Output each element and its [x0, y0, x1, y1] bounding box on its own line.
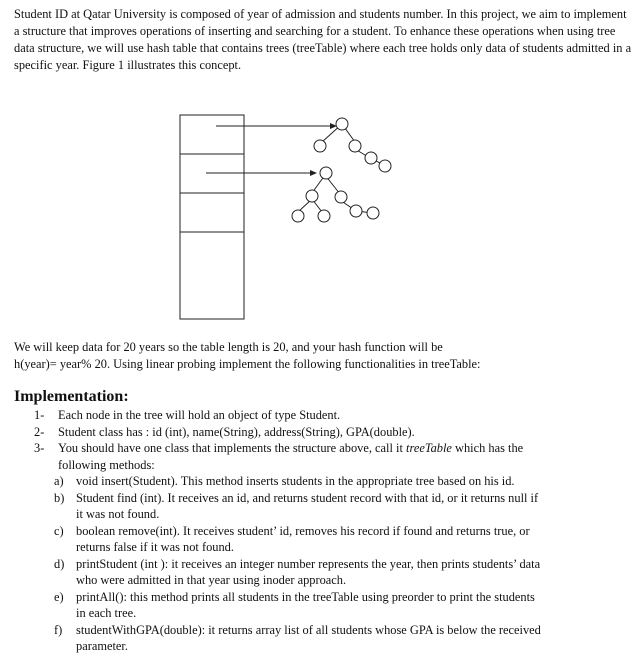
method-item	[54, 622, 634, 655]
list-text-part: which has the	[451, 441, 524, 455]
implementation-heading: Implementation:	[14, 388, 129, 405]
method-line: who were admitted in that year using inoder approach.	[76, 573, 347, 587]
method-letter: c)	[54, 523, 64, 538]
list-text-part: You should have one class that implements the structure above, call it	[58, 441, 407, 455]
tree-node	[335, 191, 347, 203]
tree-node	[349, 140, 361, 152]
tree-node	[292, 210, 304, 222]
method-letter: f)	[54, 622, 63, 637]
hash-table	[180, 115, 244, 319]
method-item	[54, 473, 634, 490]
method-line: parameter.	[76, 639, 128, 653]
list-number: 2-	[34, 424, 45, 439]
list-item	[34, 407, 634, 424]
method-line: boolean remove(int). It receives student’ id, removes his record if found and returns true, or	[76, 523, 530, 538]
method-item	[54, 490, 634, 523]
tree-node	[365, 152, 377, 164]
method-line: studentWithGPA(double): it returns array list of all students whose GPA is below the received	[76, 622, 541, 637]
method-text	[76, 473, 634, 490]
tree-node	[379, 160, 391, 172]
method-line: in each tree.	[76, 606, 137, 620]
hash-table-figure	[170, 110, 400, 325]
method-item	[54, 556, 634, 589]
arrow-head	[310, 170, 317, 176]
method-line: it was not found.	[76, 507, 160, 521]
method-letter: b)	[54, 490, 65, 505]
method-line: returns false if it was not found.	[76, 540, 234, 554]
tree-node	[320, 167, 332, 179]
list-number: 3-	[34, 441, 45, 455]
method-text	[76, 556, 634, 589]
tree-node	[350, 205, 362, 217]
class-name: treeTable	[406, 441, 452, 455]
tree-node	[306, 190, 318, 202]
method-letter: a)	[54, 474, 64, 488]
list-text: Each node in the tree will hold an object of type Student.	[58, 408, 341, 422]
method-line: printAll(): this method prints all students in the treeTable using preorder to print the students	[76, 589, 535, 604]
table-paragraph	[14, 339, 634, 373]
method-item	[54, 523, 634, 556]
tree-node	[318, 210, 330, 222]
method-line: void insert(Student). This method inserts students in the appropriate tree based on his id.	[76, 474, 515, 488]
list-text: Student class has : id (int), name(String), address(String), GPA(double).	[58, 424, 415, 439]
list-text	[58, 440, 634, 473]
method-text	[76, 622, 634, 655]
tree-node	[314, 140, 326, 152]
table-paragraph-line-2: h(year)= year% 20. Using linear probing implement the following functionalities in treeTable:	[14, 357, 481, 371]
method-text	[76, 523, 634, 556]
method-line: Student find (int). It receives an id, and returns student record with that id, or it returns null if	[76, 490, 539, 505]
tree-2	[292, 167, 379, 222]
list-number: 1-	[34, 408, 45, 422]
method-letter: e)	[54, 589, 64, 604]
implementation-list	[34, 407, 634, 655]
method-line: printStudent (int ): it receives an integer number represents the year, then prints students’ data	[76, 556, 541, 571]
list-text-part: following methods:	[58, 457, 155, 472]
method-letter: d)	[54, 556, 65, 571]
method-text	[76, 490, 634, 523]
tree-node	[336, 118, 348, 130]
intro-paragraph: Student ID at Qatar University is composed of year of admission and students number. In this project, we aim to implement a structure that improves operations of inserting and searching for a student. To enhance these operations when using tree data structure, we will use hash table that contains trees (treeTable) where each tree holds only data of students admitted in a specific year. Figure 1 illustrates this concept.	[14, 7, 632, 72]
tree-node	[367, 207, 379, 219]
list-item	[34, 440, 634, 473]
list-item	[34, 424, 634, 441]
methods-list	[54, 473, 634, 655]
method-text	[76, 589, 634, 622]
table-paragraph-line-1: We will keep data for 20 years so the table length is 20, and your hash function will be	[14, 340, 443, 354]
method-item	[54, 589, 634, 622]
